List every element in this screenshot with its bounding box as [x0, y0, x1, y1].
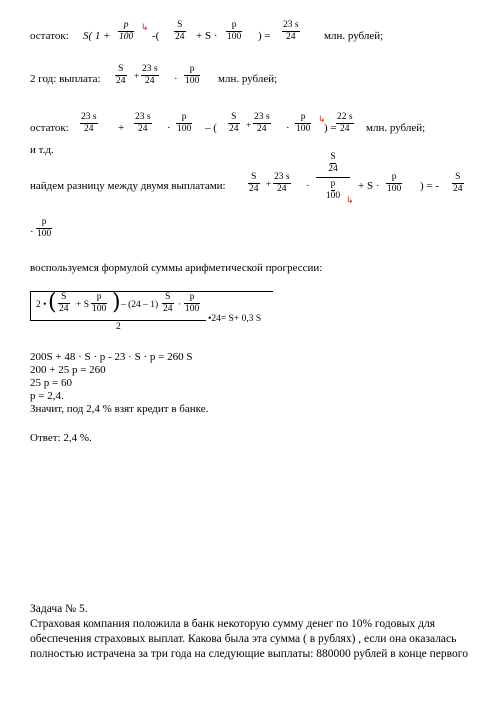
- correction-mark: ↳: [346, 195, 354, 205]
- fraction-denominator: 24: [175, 32, 185, 42]
- fraction-denominator: 100: [119, 32, 134, 42]
- answer-line: Ответ: 2,4 %.: [30, 432, 92, 444]
- fraction-numerator: 22 s: [337, 112, 353, 122]
- expr-equals: ) = -: [420, 180, 440, 192]
- remainder-label-1: остаток:: [30, 30, 69, 42]
- task-text-line: Страховая компания положила в банк некоторую сумму денег по 10% годовых для: [30, 618, 436, 630]
- fraction-numerator: p: [226, 20, 242, 32]
- fraction-23s-24: [134, 112, 152, 135]
- fraction-s-24: [248, 172, 260, 195]
- formula-rhs: •24= S+ 0,3 S: [208, 314, 262, 324]
- bracket-close: ): [112, 290, 121, 315]
- unit-label: млн. рублей;: [218, 73, 278, 85]
- fraction-denominator: 24: [453, 184, 463, 194]
- dot-operator: ·: [178, 300, 182, 310]
- fraction-numerator: p: [295, 112, 311, 124]
- dot-operator: ·: [286, 122, 290, 134]
- difference-label: найдем разницу между двумя выплатами:: [30, 180, 226, 192]
- fraction-s-24: [115, 64, 127, 87]
- minus-paren: – (: [205, 122, 217, 134]
- fraction-numerator: S: [452, 172, 464, 184]
- expr-lead: S( 1 +: [83, 30, 111, 42]
- correction-mark: ↳: [318, 114, 326, 124]
- fraction-numerator: p: [176, 112, 192, 124]
- fraction-numerator: S: [115, 64, 127, 76]
- fraction-denominator: 24: [145, 76, 155, 86]
- fraction-numerator: p: [36, 217, 52, 229]
- expr-plus-s: + S ·: [196, 30, 218, 42]
- correction-mark: ↳: [141, 22, 149, 32]
- fraction-numerator: 23 s: [81, 112, 97, 122]
- fraction-23s-24: [282, 20, 300, 43]
- plus-sign: +: [118, 122, 125, 134]
- main-fraction-bar: [30, 320, 206, 321]
- formula-lead: 2 •: [36, 300, 47, 310]
- fraction-23s-24: [141, 64, 159, 87]
- fraction-denominator: 24: [340, 124, 350, 134]
- fraction-denominator: 100: [185, 76, 200, 86]
- fraction-numerator: S: [248, 172, 260, 184]
- remainder-label-2: остаток:: [30, 122, 69, 134]
- dot-operator: ·: [306, 180, 310, 192]
- fraction-s-24: [228, 112, 240, 135]
- fraction-23s-24: [273, 172, 291, 195]
- fraction-denominator: 100: [227, 32, 242, 42]
- step-line: 200 + 25 p = 260: [30, 364, 106, 376]
- fraction-p-100: [176, 112, 192, 135]
- fraction-denominator: 100: [185, 304, 200, 314]
- plus-sign: +: [134, 72, 140, 82]
- nested-main-bar: [316, 177, 350, 178]
- fraction-denominator: 24: [277, 184, 287, 194]
- fraction-denominator: 24: [84, 124, 94, 134]
- formula-mid: – (24 – 1): [121, 300, 159, 310]
- task-title: Задача № 5.: [30, 603, 88, 615]
- fraction-p-100: [118, 20, 134, 43]
- task-text-line: обеспечения страховых выплат. Какова была эта сумма ( в рублях) , если она оказалась: [30, 633, 457, 645]
- step-line: p = 2,4.: [30, 390, 64, 402]
- dot-operator: ·: [167, 122, 171, 134]
- fraction-denominator: 100: [387, 184, 402, 194]
- fraction-s-24: [162, 292, 174, 315]
- nested-inner-fraction: [330, 152, 335, 164]
- expr-mid: -(: [152, 30, 160, 42]
- fraction-22s-24: [336, 112, 354, 135]
- fraction-p-100: [226, 20, 242, 43]
- dot-operator: ·: [174, 73, 178, 85]
- fraction-p-100: [184, 292, 200, 315]
- fraction-denominator: 100: [92, 304, 107, 314]
- fraction-denominator: 100: [325, 191, 341, 201]
- plus-sign: +: [266, 180, 272, 190]
- conclusion-line: Значит, под 2,4 % взят кредит в банке.: [30, 403, 209, 415]
- formula-intro: воспользуемся формулой суммы арифметической прогрессии:: [30, 262, 323, 274]
- fraction-denominator: 24: [328, 164, 338, 174]
- fraction-denominator: 100: [296, 124, 311, 134]
- expr-equals: ) =: [324, 122, 337, 134]
- formula-denominator: 2: [116, 322, 121, 332]
- fraction-numerator: p: [386, 172, 402, 184]
- fraction-p-100: [36, 217, 52, 240]
- fraction-denominator: 24: [257, 124, 267, 134]
- fraction-numerator: p: [91, 292, 107, 304]
- step-line: 25 p = 60: [30, 377, 72, 389]
- fraction-s-24: [58, 292, 70, 315]
- fraction-p-100: [386, 172, 402, 195]
- fraction-numerator: S: [330, 152, 336, 162]
- step-line: 200S + 48 · S · p - 23 · S · p = 260 S: [30, 351, 193, 363]
- fraction-p-100: [295, 112, 311, 135]
- fraction-numerator: S: [162, 292, 174, 304]
- fraction-denominator: 24: [138, 124, 148, 134]
- fraction-numerator: S: [174, 20, 186, 32]
- fraction-denominator: 24: [286, 32, 296, 42]
- expr-tail: + S ·: [358, 180, 380, 192]
- fraction-numerator: S: [228, 112, 240, 124]
- fraction-denominator: 24: [249, 184, 259, 194]
- fraction-p-100: [184, 64, 200, 87]
- unit-label: млн. рублей;: [366, 122, 426, 134]
- fraction-numerator: p: [184, 64, 200, 76]
- fraction-s-24: [452, 172, 464, 195]
- fraction-numerator: p: [118, 20, 134, 32]
- year2-payment-label: 2 год: выплата:: [30, 73, 101, 85]
- fraction-s-24: [174, 20, 186, 43]
- fraction-denominator: 100: [177, 124, 192, 134]
- nested-inner-fraction: [331, 179, 336, 191]
- fraction-23s-24: [80, 112, 98, 135]
- fraction-denominator: 24: [116, 76, 126, 86]
- dot-operator: ·: [30, 226, 34, 238]
- fraction-numerator: 23 s: [142, 64, 158, 74]
- fraction-23s-24: [253, 112, 271, 135]
- expr-equals: ) =: [258, 30, 271, 42]
- fraction-denominator: 100: [37, 229, 52, 239]
- task-text-line: полностью истрачена за три года на следующие выплаты: 880000 рублей в конце первого: [30, 648, 468, 660]
- unit-label: млн. рублей;: [324, 30, 384, 42]
- fraction-numerator: S: [58, 292, 70, 304]
- fraction-p-100: [91, 292, 107, 315]
- fraction-numerator: 23 s: [283, 20, 299, 30]
- fraction-numerator: p: [330, 179, 336, 189]
- fraction-denominator: 24: [163, 304, 173, 314]
- fraction-numerator: 23 s: [135, 112, 151, 122]
- fraction-denominator: 24: [229, 124, 239, 134]
- etc-text: и т.д.: [30, 144, 54, 156]
- fraction-numerator: p: [184, 292, 200, 304]
- bracket-open: (: [48, 290, 57, 315]
- fraction-numerator: 23 s: [274, 172, 290, 182]
- nested-fraction: [316, 152, 350, 202]
- fraction-denominator: 24: [59, 304, 69, 314]
- formula-plus: + S ·: [76, 300, 95, 310]
- plus-sign: +: [246, 121, 252, 131]
- fraction-numerator: 23 s: [254, 112, 270, 122]
